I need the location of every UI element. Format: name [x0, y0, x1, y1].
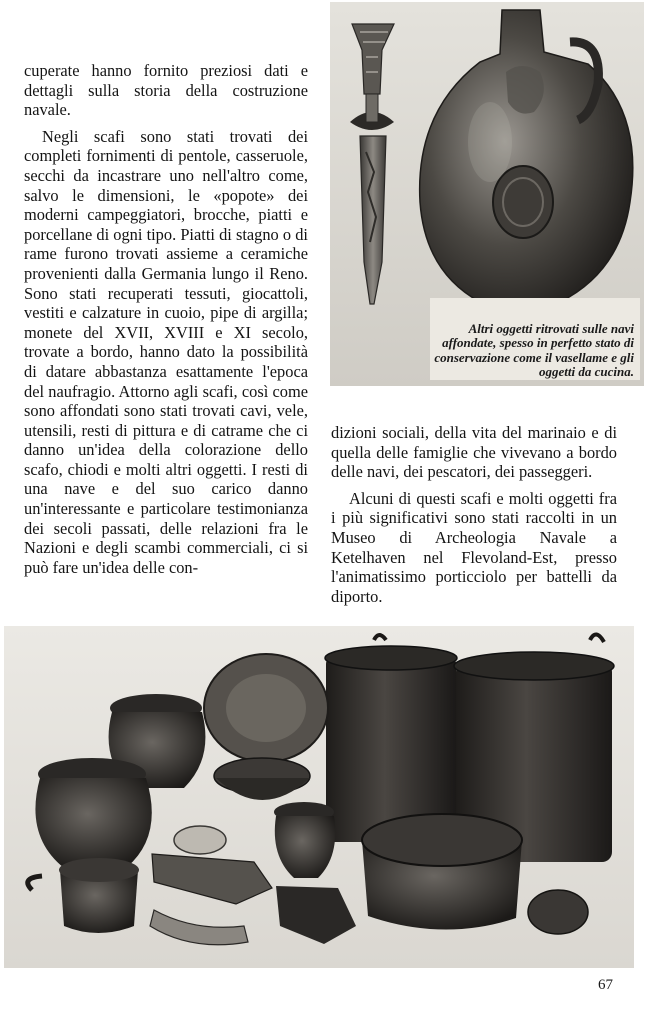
page-number: 67	[598, 977, 613, 993]
artifacts-photo-dagger-jug	[330, 2, 644, 386]
artifacts-photo-cookware	[4, 626, 634, 968]
pot-2	[35, 758, 151, 868]
right-text-column	[331, 423, 617, 606]
paragraph: cuperate hanno fornito preziosi dati e dettagli sulla storia della costruzione navale.	[24, 61, 308, 120]
cauldron	[362, 814, 522, 930]
paragraph: dizioni sociali, della vita del marinaio e di quella delle famiglie che vivevano a bordo delle navi, dei pescatori, dei passeggeri.	[331, 423, 617, 482]
left-text-column	[24, 61, 308, 577]
paragraph: Negli scafi sono stati trovati dei completi fornimenti di pentole, casseruole, secchi da incastrare uno nell'altro come, salvo le dimensioni, le «popote» dei moderni campeggiatori, brocche, piatti e porcellane di ogni tipo. Piatti di stagno o di rame furono trovati assieme a ceramiche provenienti dalla Germania lungo il Reno. Sono stati recuperati tessuti, giocattoli, vestiti e calzature in cuoio, pipe di argilla; monete del XVII, XVIII e XI secolo, trovate a bordo, hanno dato la possibilità di datare abbastanza esattamente l'epoca del naufragio. Attorno agli scafi, così come sono affondati sono stati trovati cavi, vele, utensili, resti di pittura e di catrame che ci danno un'idea della colorazione dello scafo, chiodi e molti altri oggetti. I resti di una nave e del suo carico danno un'interessante e particolare testimonianza dei secoli passati, delle relazioni fra le Nazioni e degli scambi commerciali, ci si può fare un'idea delle con-	[24, 126, 308, 577]
large-plate	[204, 654, 328, 762]
photo-caption: Altri oggetti ritrovati sulle navi affondate, spesso in perfetto stato di conservazione come il vasellame e gli oggetti da cucina.	[434, 320, 634, 380]
paragraph: Alcuni di questi scafi e molti oggetti fra i più significativi sono stati raccolti in un Museo di Archeologia Navale a Ketelhaven nel Flevoland-Est, presso l'animatissimo porticciolo per battelli da diporto.	[331, 488, 617, 606]
sieve-lid	[528, 890, 588, 934]
large-bucket-1	[325, 635, 457, 842]
cookware-illustration	[4, 626, 634, 968]
porcelain-dish	[174, 826, 226, 854]
